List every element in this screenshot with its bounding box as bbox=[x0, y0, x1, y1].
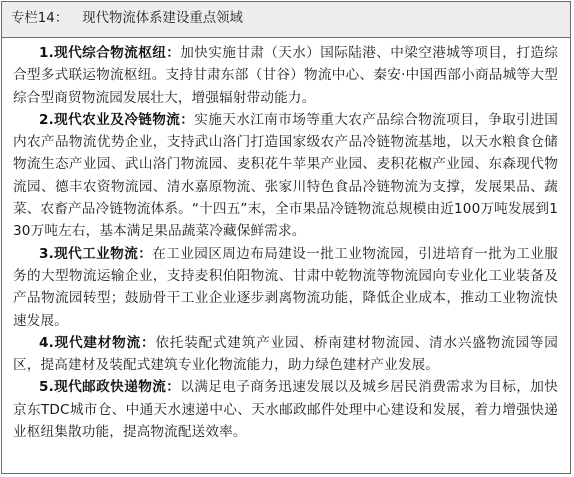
feature-box bbox=[1, 1, 571, 474]
item-text: 实施天水江南市场等重大农产品综合物流项目，争取引进国内农产品物流优势企业，支持武山洛门打造国家级农产品冷链物流基地，以天水粮食仓储物流生态产业园、武山洛门物流园、麦积花牛苹果产业园、麦积花椒产业园、东森现代物流园、德丰农资物流园、清水嘉原物流、张家川特色食品冷链物流为支撑，发展果品、蔬菜、农畜产品冷链物流体系。“十四五”末，全市果品冷链物流总规模由近100万吨发展到130万吨左右，基本满足果品蔬菜冷藏保鲜需求。 bbox=[13, 111, 558, 240]
item-text: 在工业园区周边布局建设一批工业物流园，引进培育一批为工业服务的大型物流运输企业，支持麦积伯阳物流、甘肃中乾物流等物流园向专业化工业装备及产品物流园转型；鼓励骨干工业企业逐步剥离物流功能，降低企业成本，推动工业物流快速发展。 bbox=[13, 245, 558, 329]
box-content bbox=[2, 38, 570, 443]
item-heading: 5.现代邮政快递物流： bbox=[39, 379, 181, 396]
box-label: 专栏14： bbox=[11, 11, 69, 26]
item-heading: 4.现代建材物流： bbox=[39, 334, 156, 351]
item-heading: 3.现代工业物流： bbox=[39, 245, 153, 262]
box-header bbox=[2, 2, 570, 38]
item-paragraph bbox=[13, 109, 558, 243]
item-heading: 2.现代农业及冷链物流： bbox=[39, 111, 195, 128]
item-paragraph bbox=[13, 42, 558, 109]
item-paragraph bbox=[13, 332, 558, 377]
item-text: 以满足电子商务迅速发展以及城乡居民消费需求为目标，加快京东TDC城市仓、中通天水速递中心、天水邮政邮件处理中心建设和发展，着力增强快递业枢纽集散功能，提高物流配送效率。 bbox=[13, 379, 558, 441]
item-paragraph bbox=[13, 243, 558, 332]
item-heading: 1.现代综合物流枢纽： bbox=[39, 45, 181, 61]
item-paragraph bbox=[13, 376, 558, 443]
item-text: 依托装配式建筑产业园、桥南建材物流园、清水兴盛物流园等园区，提高建材及装配式建筑专业化物流能力，助力绿色建材产业发展。 bbox=[13, 334, 558, 374]
box-title: 现代物流体系建设重点领域 bbox=[82, 11, 243, 26]
item-text: 加快实施甘肃（天水）国际陆港、中梁空港城等项目，打造综合型多式联运物流枢纽。支持甘肃东部（甘谷）物流中心、秦安·中国西部小商品城等大型综合型商贸物流园发展壮大，增强辐射带动能力。 bbox=[13, 45, 558, 106]
